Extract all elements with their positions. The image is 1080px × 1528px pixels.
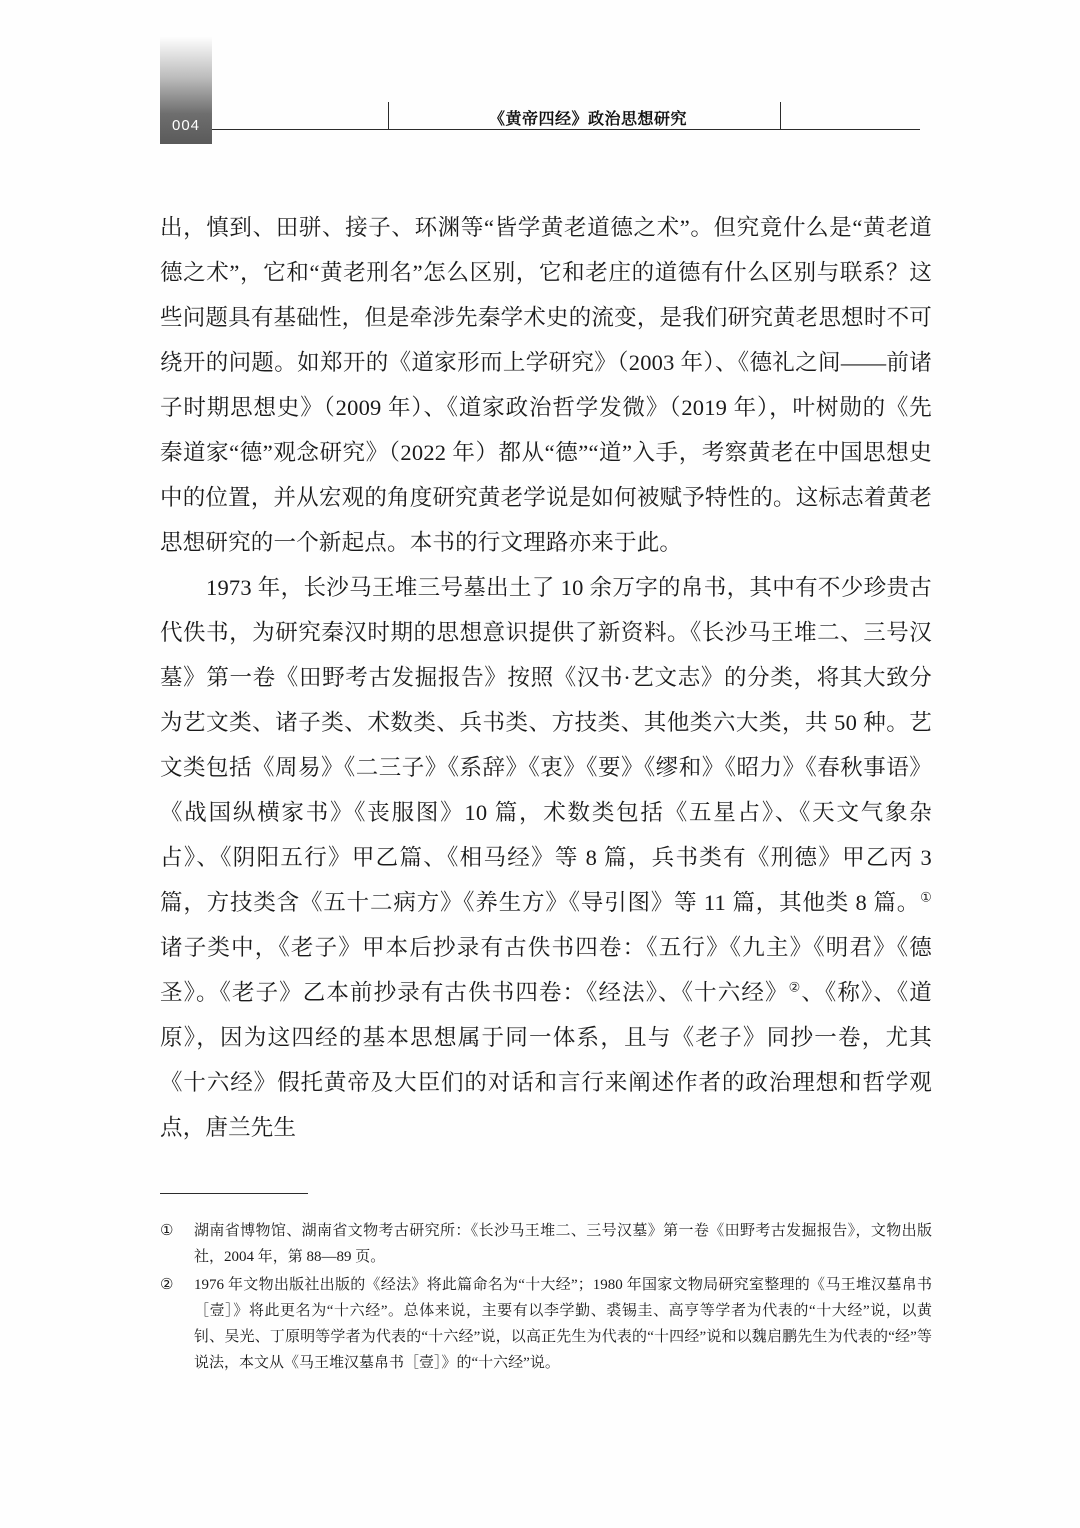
footnote-marker: ①: [160, 1223, 174, 1239]
running-title: 《黄帝四经》政治思想研究: [488, 111, 687, 128]
page-number: 004: [171, 117, 201, 134]
paragraph-2-part-2: 诸子类中，《老子》甲本后抄录有古佚书四卷：《五行》《九主》《明君》《德圣》。《老子》乙本前抄录有古佚书四卷：《经法》、《十六经》: [160, 935, 932, 1005]
folio-gradient-block: [160, 36, 212, 144]
footnote-item: [160, 1218, 932, 1270]
footnote-text: 1976 年文物出版社出版的《经法》将此篇命名为“十大经”；1980 年国家文物局研究室整理的《马王堆汉墓帛书［壹］》将此更名为“十六经”。总体来说，主要有以李学勤、裘锡圭、高亨等学者为代表的“十大经”说，以黄钊、吴光、丁原明等学者为代表的“十六经”说，以高正先生为代表的“十四经”说和以魏启鹏先生为代表的“经”等说法，本文从《马王堆汉墓帛书［壹］》的“十六经”说。: [194, 1277, 932, 1371]
footnote-text: 湖南省博物馆、湖南省文物考古研究所：《长沙马王堆二、三号汉墓》第一卷《田野考古发掘报告》，文物出版社，2004 年，第 88—89 页。: [194, 1223, 932, 1265]
footnote-ref-1[interactable]: ①: [920, 889, 932, 905]
footnote-marker: ②: [160, 1277, 174, 1293]
header-tick-right: [780, 102, 781, 130]
footnote-ref-2[interactable]: ②: [788, 979, 802, 995]
footnote-divider: [160, 1193, 308, 1194]
footnote-list: [160, 1218, 932, 1378]
paragraph-1: 出，慎到、田骈、接子、环渊等“皆学黄老道德之术”。但究竟什么是“黄老道德之术”，它和“黄老刑名”怎么区别，它和老庄的道德有什么区别与联系？这些问题具有基础性，但是牵涉先秦学术史的流变，是我们研究黄老思想时不可绕开的问题。如郑开的《道家形而上学研究》（2003 年）、《德礼之间——前诸子时期思想史》（2009 年）、《道家政治哲学发微》（2019 年），叶树勋的《先秦道家“德”观念研究》（2022 年）都从“德”“道”入手，考察黄老在中国思想史中的位置，并从宏观的角度研究黄老学说是如何被赋予特性的。这标志着黄老思想研究的一个新起点。本书的行文理路亦来于此。: [160, 215, 932, 555]
header-divider: [212, 129, 920, 130]
page-header: [160, 36, 920, 144]
paragraph-2-part-1: 1973 年，长沙马王堆三号墓出土了 10 余万字的帛书，其中有不少珍贵古代佚书，为研究秦汉时期的思想意识提供了新资料。《长沙马王堆二、三号汉墓》第一卷《田野考古发掘报告》按照《汉书·艺文志》的分类，将其大致分为艺文类、诸子类、术数类、兵书类、方技类、其他类六大类，共 50 种。艺文类包括《周易》《二三子》《系辞》《衷》《要》《缪和》《昭力》《春秋事语》《战国纵横家书》《丧服图》10 篇，术数类包括《五星占》、《天文气象杂占》、《阴阳五行》甲乙篇、《相马经》等 8 篇，兵书类有《刑德》甲乙丙 3 篇，方技类含《五十二病方》《养生方》《导引图》等 11 篇，其他类 8 篇。: [160, 575, 932, 915]
body-text: [160, 205, 932, 1150]
paragraph-2-part-3: 、《称》、《道原》，因为这四经的基本思想属于同一体系，且与《老子》同抄一卷，尤其《十六经》假托黄帝及大臣们的对话和言行来阐述作者的政治理想和哲学观点，唐兰先生: [160, 980, 932, 1140]
paragraph-2: [160, 565, 932, 1150]
header-tick-left: [388, 102, 389, 130]
footnote-item: [160, 1272, 932, 1376]
